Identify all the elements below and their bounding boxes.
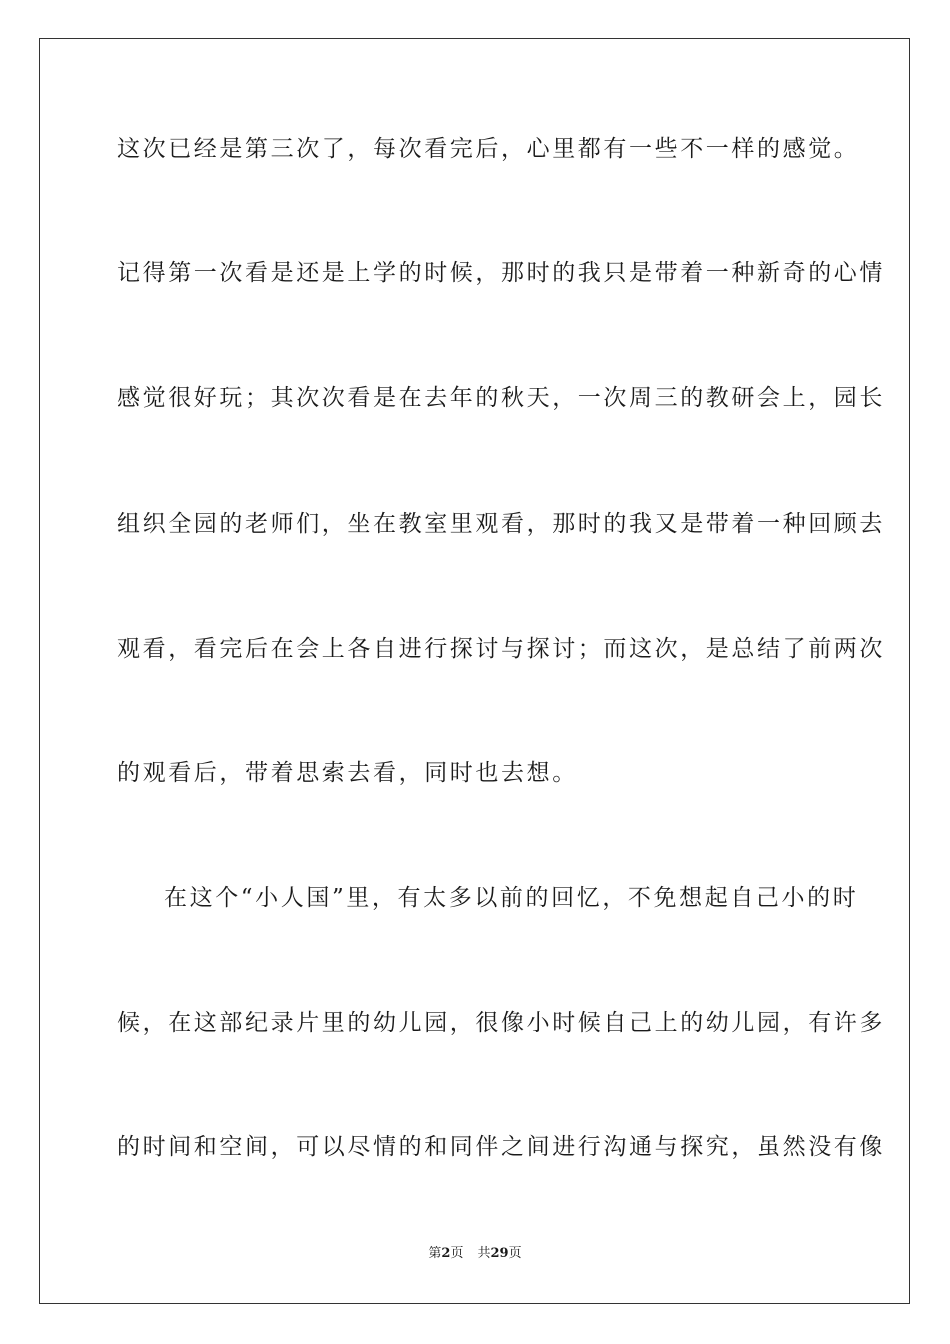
page-frame (39, 38, 910, 1304)
body-line-3: 感觉很好玩；其次次看是在去年的秋天，一次周三的教研会上，园长 (117, 385, 885, 411)
footer-total-prefix: 共 (477, 1246, 491, 1261)
page-footer (0, 1245, 950, 1263)
footer-total-suffix: 页 (508, 1246, 522, 1261)
footer-page-suffix: 页 (450, 1246, 464, 1261)
body-line-8: 候，在这部纪录片里的幼儿园，很像小时候自己上的幼儿园，有许多 (117, 1010, 885, 1036)
body-line-1: 这次已经是第三次了，每次看完后，心里都有一些不一样的感觉。 (117, 136, 860, 162)
body-line-7: 在这个“小人国”里，有太多以前的回忆，不免想起自己小的时 (164, 885, 859, 911)
body-line-2: 记得第一次看是还是上学的时候，那时的我只是带着一种新奇的心情 (117, 260, 885, 286)
footer-page-number: 2 (441, 1246, 451, 1261)
body-line-6: 的观看后，带着思索去看，同时也去想。 (117, 760, 578, 786)
footer-page-prefix: 第 (428, 1246, 442, 1261)
body-line-9: 的时间和空间，可以尽情的和同伴之间进行沟通与探究，虽然没有像 (117, 1134, 885, 1160)
body-line-5: 观看，看完后在会上各自进行探讨与探讨；而这次，是总结了前两次 (117, 636, 885, 662)
body-line-4: 组织全园的老师们，坐在教室里观看，那时的我又是带着一种回顾去 (117, 511, 885, 537)
footer-total-pages: 29 (490, 1246, 509, 1261)
